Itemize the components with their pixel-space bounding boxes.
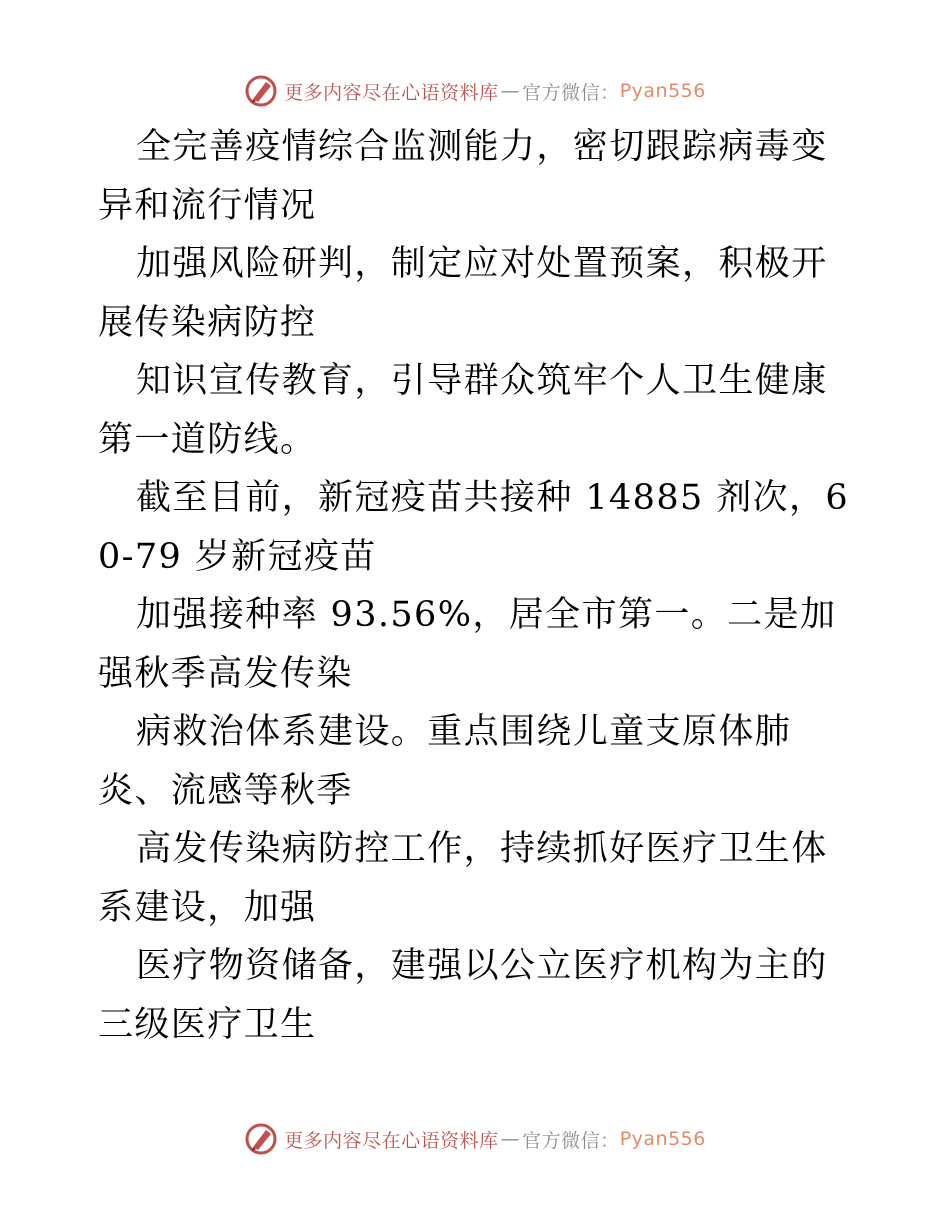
paragraph: 医疗物资储备，建强以公立医疗机构为主的三级医疗卫生 [98,946,828,1045]
footer-watermark [0,1119,950,1159]
document-body [98,118,858,1054]
watermark-main-text: 更多内容尽在心语资料库 [284,1129,499,1152]
paragraph: 病救治体系建设。重点围绕儿童支原体肺炎、流感等秋季 [98,712,792,811]
paragraph: 加强接种率 93.56%，居全市第一。二是加强秋季高发传染 [98,595,837,694]
pen-circle-logo-icon [244,74,278,108]
watermark-dash: — [500,1128,521,1150]
watermark-dash: — [500,80,521,102]
watermark-label: 官方微信： [522,81,620,104]
watermark-id: Pyan556 [619,80,706,102]
paragraph: 知识宣传教育，引导群众筑牢个人卫生健康第一道防线。 [98,361,828,460]
watermark-label: 官方微信： [522,1129,620,1152]
paragraph: 截至目前，新冠疫苗共接种 14885 剂次，60-79 岁新冠疫苗 [98,478,850,577]
paragraph: 全完善疫情综合监测能力，密切跟踪病毒变异和流行情况 [98,127,828,226]
paragraph: 高发传染病防控工作，持续抓好医疗卫生体系建设，加强 [98,829,828,928]
watermark-main-text: 更多内容尽在心语资料库 [284,81,499,104]
pen-circle-logo-icon [244,1122,278,1156]
header-watermark [0,71,950,111]
watermark-id: Pyan556 [619,1128,706,1150]
paragraph: 加强风险研判，制定应对处置预案，积极开展传染病防控 [98,244,828,343]
